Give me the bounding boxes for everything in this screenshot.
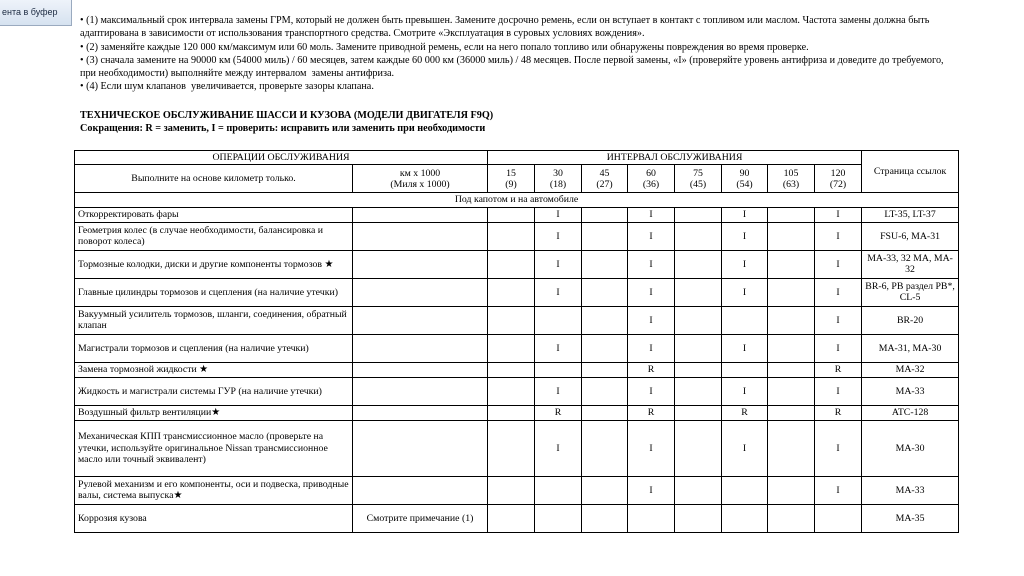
note-3: • (3) сначала замените на 90000 км (54000 миль) / 60 месяцев, затем каждые 60 000 км (36000 миль) / 48 месяцев. После первой замены, «I» (проверяйте уровень антифриза и доведите до требуемого, при необходимости) выполняйте между интервалом замены антифриза. (80, 54, 947, 80)
interval-cell: I (722, 377, 768, 405)
interval-miles: (36) (642, 178, 660, 190)
interval-cell: I (628, 250, 675, 278)
interval-cell (488, 222, 535, 250)
abbreviations-legend: Сокращения: R = заменить, I = проверить: исправить или заменить при необходимости (80, 123, 486, 135)
operation-name: Замена тормозной жидкости ★ (75, 362, 353, 377)
interval-cell (768, 476, 815, 504)
interval-cell: I (815, 250, 862, 278)
reference-page: LT-35, LT-37 (862, 207, 959, 222)
interval-cell: I (722, 222, 768, 250)
interval-km: 105 (783, 167, 799, 179)
interval-cell: I (722, 278, 768, 306)
interval-cell (768, 405, 815, 420)
interval-km: 120 (830, 167, 846, 179)
section-heading (80, 109, 960, 136)
interval-cell (488, 362, 535, 377)
interval-cell (768, 362, 815, 377)
table-row (75, 377, 959, 405)
interval-cell: R (815, 362, 862, 377)
interval-cell (768, 377, 815, 405)
interval-cell (582, 405, 628, 420)
interval-cell: I (628, 476, 675, 504)
interval-cell (488, 377, 535, 405)
interval-cell (722, 504, 768, 532)
interval-cell (675, 504, 722, 532)
interval-cell (535, 504, 582, 532)
note-1: • (1) максимальный срок интервала замены ГРМ, который не должен быть превышен. Замените досрочно ремень, если он вступает в контакт с топливом или маслом. Частота замены должна быть адаптирована в зависимости от использования транспортного средства. Смотрите «Эксплуатация в суровых условиях вождения». (80, 15, 932, 40)
reference-page: BR-6, PB раздел PB*, CL-5 (862, 278, 959, 306)
interval-cell (675, 334, 722, 362)
operation-name: Магистрали тормозов и сцепления (на наличие утечки) (75, 334, 353, 362)
interval-km: 45 (599, 167, 610, 179)
km-unit: км х 1000 (399, 167, 441, 179)
interval-cell: I (628, 420, 675, 476)
interval-km: 15 (506, 167, 516, 179)
interval-cell: I (722, 334, 768, 362)
interval-cell (582, 362, 628, 377)
interval-cell (675, 250, 722, 278)
interval-km: 30 (553, 167, 563, 179)
header-reference: Страница ссылок (862, 151, 959, 193)
table-row (75, 504, 959, 532)
operation-note (353, 207, 488, 222)
interval-cell: I (815, 420, 862, 476)
operation-name: Откорректировать фары (75, 207, 353, 222)
interval-cell: I (815, 207, 862, 222)
interval-cell (768, 207, 815, 222)
operation-note (353, 362, 488, 377)
interval-cell: R (722, 405, 768, 420)
interval-cell (628, 504, 675, 532)
table-row (75, 306, 959, 334)
operation-note (353, 476, 488, 504)
table-row (75, 420, 959, 476)
reference-page: FSU-6, MA-31 (862, 222, 959, 250)
interval-cell (582, 377, 628, 405)
interval-miles: (72) (829, 178, 847, 190)
operation-name: Геометрия колес (в случае необходимости, балансировка и поворот колеса) (75, 222, 353, 250)
reference-page: MA-35 (862, 504, 959, 532)
operation-name: Тормозные колодки, диски и другие компоненты тормозов ★ (75, 250, 353, 278)
operation-name: Коррозия кузова (75, 504, 353, 532)
interval-cell (582, 504, 628, 532)
table-row (75, 278, 959, 306)
interval-header-105 (768, 165, 815, 193)
interval-cell: I (628, 207, 675, 222)
interval-cell (768, 504, 815, 532)
operation-name: Жидкость и магистрали системы ГУР (на наличие утечки) (75, 377, 353, 405)
maintenance-schedule-table (74, 150, 959, 533)
interval-cell (488, 306, 535, 334)
operation-note (353, 278, 488, 306)
interval-cell (488, 405, 535, 420)
interval-cell: I (535, 278, 582, 306)
operation-note (353, 222, 488, 250)
operation-name: Главные цилиндры тормозов и сцепления (на наличие утечки) (75, 278, 353, 306)
operation-name: Рулевой механизм и его компоненты, оси и подвеска, приводные валы, система выпуска★ (75, 476, 353, 504)
interval-cell: I (535, 250, 582, 278)
reference-page: MA-33, 32 MA, MA-32 (862, 250, 959, 278)
interval-cell (768, 278, 815, 306)
interval-cell (675, 476, 722, 504)
interval-cell (768, 306, 815, 334)
reference-page: ATC-128 (862, 405, 959, 420)
interval-miles: (27) (596, 178, 613, 190)
interval-cell: I (628, 377, 675, 405)
interval-cell: I (722, 420, 768, 476)
interval-cell (488, 504, 535, 532)
interval-cell: I (628, 306, 675, 334)
operation-note (353, 250, 488, 278)
interval-cell: I (628, 334, 675, 362)
interval-cell: I (535, 334, 582, 362)
interval-cell (675, 405, 722, 420)
interval-cell: I (815, 334, 862, 362)
operation-name: Вакуумный усилитель тормозов, шланги, соединения, обратный клапан (75, 306, 353, 334)
interval-cell: I (722, 207, 768, 222)
interval-cell (675, 278, 722, 306)
interval-km: 90 (739, 167, 750, 179)
interval-cell: R (815, 405, 862, 420)
section-title: ТЕХНИЧЕСКОЕ ОБСЛУЖИВАНИЕ ШАССИ И КУЗОВА (МОДЕЛИ ДВИГАТЕЛЯ F9Q) (80, 110, 494, 121)
mile-unit: (Миля х 1000) (390, 178, 450, 190)
table-row (75, 250, 959, 278)
operation-note (353, 306, 488, 334)
interval-cell (675, 420, 722, 476)
interval-cell (675, 222, 722, 250)
interval-cell (582, 420, 628, 476)
interval-cell (488, 420, 535, 476)
interval-cell (488, 250, 535, 278)
reference-page: MA-33 (862, 476, 959, 504)
interval-miles: (54) (736, 178, 753, 190)
reference-page: MA-31, MA-30 (862, 334, 959, 362)
table-row (75, 222, 959, 250)
note-2: • (2) заменяйте каждые 120 000 км/максимум или 60 моль. Замените приводной ремень, если на него попало топливо или обнаружены повреждения во время проверке. (80, 41, 809, 53)
interval-cell (722, 306, 768, 334)
interval-cell (582, 207, 628, 222)
operation-name: Механическая КПП трансмиссионное масло (проверьте на утечки, используйте оригинальное Nissan трансмиссионное масло или точный эквивалент) (75, 420, 353, 476)
reference-page: MA-33 (862, 377, 959, 405)
interval-cell: I (535, 222, 582, 250)
clipboard-button[interactable]: ента в буфер (0, 0, 72, 26)
interval-km: 60 (646, 167, 656, 179)
interval-cell: I (815, 306, 862, 334)
interval-cell (768, 250, 815, 278)
interval-cell (675, 362, 722, 377)
operation-note (353, 405, 488, 420)
interval-cell (488, 334, 535, 362)
operation-note (353, 377, 488, 405)
interval-cell: I (628, 278, 675, 306)
perform-basis-label: Выполните на основе километр только. (75, 165, 353, 193)
interval-cell (535, 362, 582, 377)
interval-cell (582, 476, 628, 504)
interval-cell (675, 377, 722, 405)
interval-header-75 (675, 165, 722, 193)
interval-cell (488, 207, 535, 222)
interval-cell (722, 362, 768, 377)
table-row (75, 476, 959, 504)
interval-cell (675, 306, 722, 334)
interval-cell (722, 476, 768, 504)
interval-cell (582, 250, 628, 278)
interval-cell (815, 504, 862, 532)
operation-note (353, 420, 488, 476)
operation-note: Смотрите примечание (1) (353, 504, 488, 532)
reference-page: MA-30 (862, 420, 959, 476)
interval-cell (675, 207, 722, 222)
reference-page: MA-32 (862, 362, 959, 377)
header-operations: ОПЕРАЦИИ ОБСЛУЖИВАНИЯ (75, 151, 488, 165)
interval-cell: I (815, 377, 862, 405)
interval-cell (582, 306, 628, 334)
interval-header-90 (722, 165, 768, 193)
interval-header-30 (535, 165, 582, 193)
table-row (75, 334, 959, 362)
operation-note (353, 334, 488, 362)
interval-header-120 (815, 165, 862, 193)
interval-cell: R (628, 405, 675, 420)
interval-cell: I (815, 278, 862, 306)
interval-miles: (63) (782, 178, 800, 190)
interval-cell (535, 306, 582, 334)
table-row (75, 362, 959, 377)
interval-cell (768, 334, 815, 362)
interval-cell: R (628, 362, 675, 377)
interval-cell (768, 420, 815, 476)
interval-header-45 (582, 165, 628, 193)
interval-cell: I (535, 207, 582, 222)
note-4: • (4) Если шум клапанов увеличивается, проверьте зазоры клапана. (80, 81, 374, 93)
interval-miles: (18) (549, 178, 567, 190)
interval-km: 75 (693, 167, 703, 179)
interval-cell: I (535, 420, 582, 476)
unit-label (353, 165, 488, 193)
interval-cell (535, 476, 582, 504)
interval-cell: I (815, 476, 862, 504)
interval-cell (582, 222, 628, 250)
reference-page: BR-20 (862, 306, 959, 334)
notes-block (80, 14, 960, 94)
interval-miles: (45) (689, 178, 707, 190)
interval-header-15 (488, 165, 535, 193)
interval-cell (582, 334, 628, 362)
interval-cell (488, 476, 535, 504)
interval-cell: I (628, 222, 675, 250)
header-interval: ИНТЕРВАЛ ОБСЛУЖИВАНИЯ (488, 151, 862, 165)
interval-cell: I (722, 250, 768, 278)
operation-name: Воздушный фильтр вентиляции★ (75, 405, 353, 420)
section-label: Под капотом и на автомобиле (75, 193, 959, 207)
interval-cell: I (815, 222, 862, 250)
table-row (75, 207, 959, 222)
interval-header-60 (628, 165, 675, 193)
interval-cell: I (535, 377, 582, 405)
interval-miles: (9) (505, 178, 517, 190)
table-row (75, 405, 959, 420)
interval-cell: R (535, 405, 582, 420)
interval-cell (488, 278, 535, 306)
interval-cell (582, 278, 628, 306)
interval-cell (768, 222, 815, 250)
